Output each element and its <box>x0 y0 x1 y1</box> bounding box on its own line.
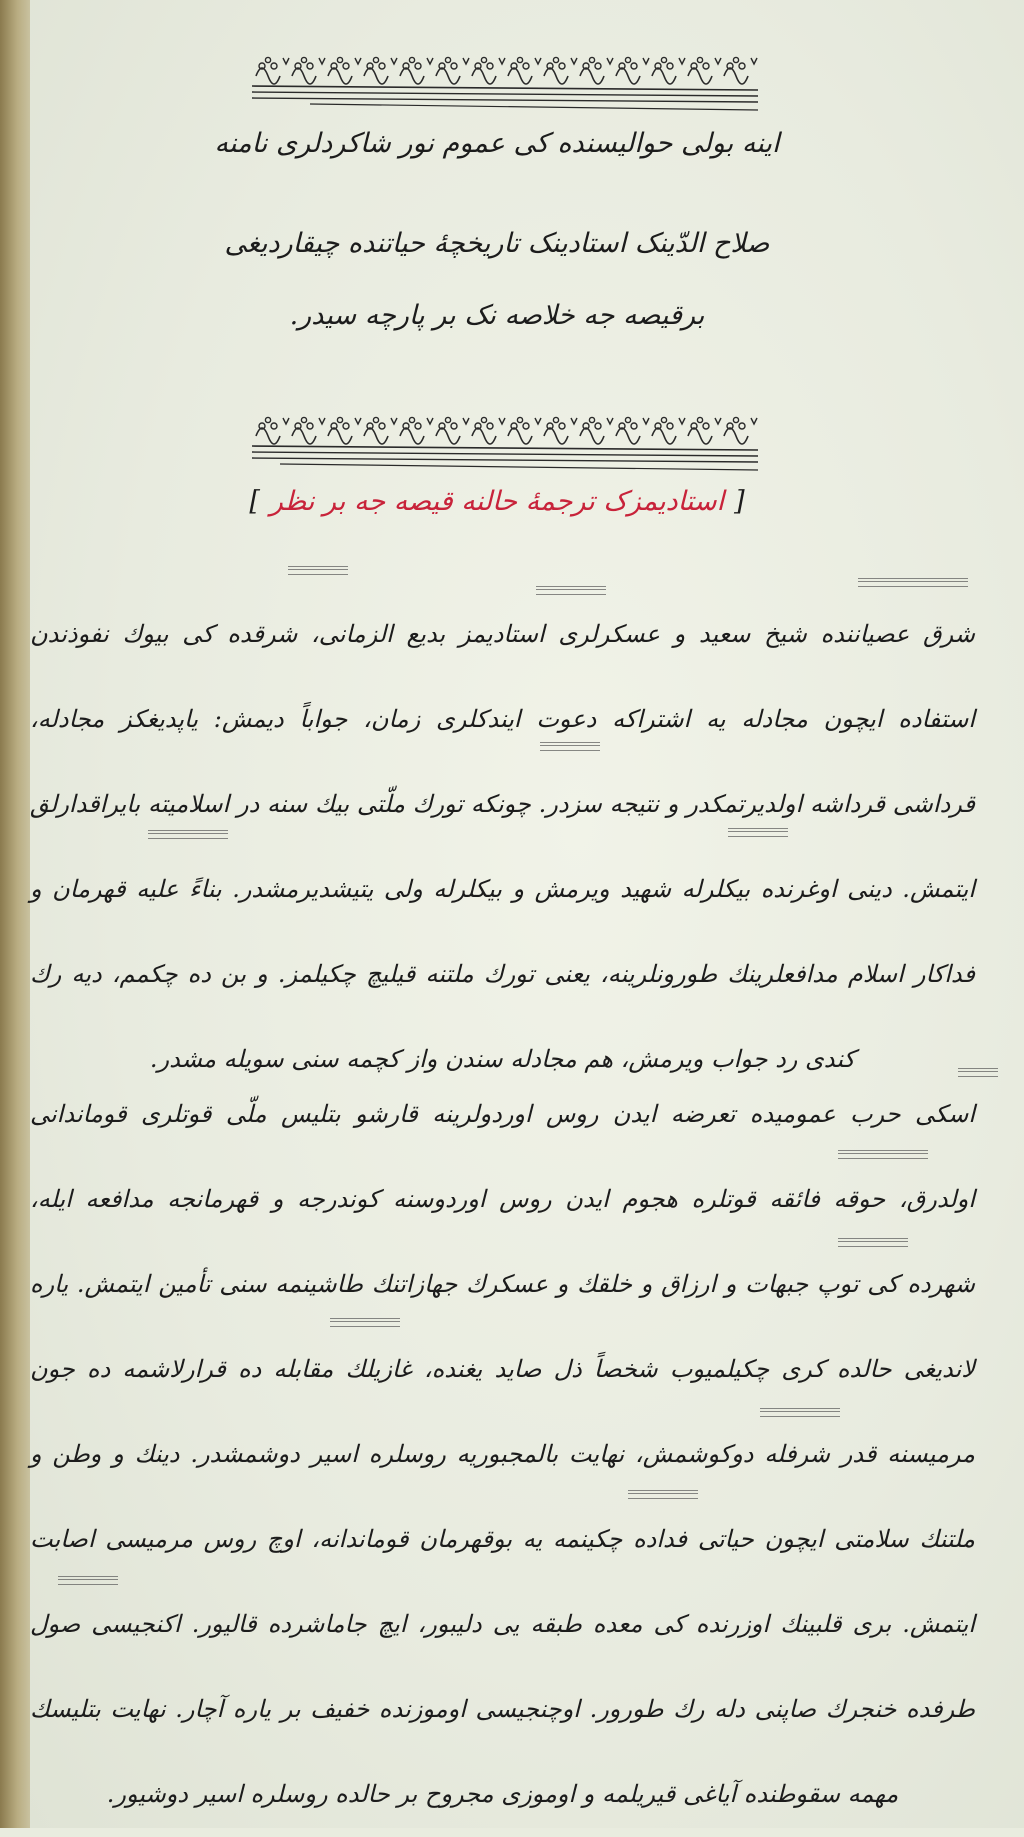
section-title <box>0 486 994 517</box>
heading-line-1: اینه بولی حوالیسنده کی عموم نور شاکردلری نامنه <box>214 128 780 159</box>
ornamental-border-top <box>250 40 760 124</box>
ornament-pattern <box>250 400 760 484</box>
section-title-text: استادیمزک ترجمهٔ حالنه قیصه جه بر نظر <box>269 486 725 517</box>
paragraph-1: شرق عصیاننده شیخ سعید و عسکرلری استادیمز بدیع الزمانی، شرقده کی بیوك نفوذندن استفاده ایچون مجادله یه اشتراکه دعوت ایندکلری زمان، جواباً دیمش: یاپدیغکز مجادله، قرداشی قرداشه اولدیرتمکدر و نتیجه سزدر. چونکه تورك ملّتی بیك سنه در اسلامیته بایراقدارلق ایتمش. دینی اوغرنده بیکلرله شهید ویرمش و بیکلرله ولی یتیشدیرمشدر. بناءً علیه قهرمان و فداکار اسلام مدافعلرینك طورونلرینه، یعنی تورك ملتنه قیلیچ چکیلمز. و بن ده چکمم، دیه رك کندی رد جواب ویرمش، هم مجادله سندن واز کچمه سنی سویله مشدر. <box>30 620 975 1073</box>
overline-mark <box>858 578 968 587</box>
ornamental-border-middle <box>250 400 760 484</box>
ornament-pattern <box>250 40 760 124</box>
heading-line-3: برقیصه جه خلاصه نک بر پارچه سیدر. <box>289 300 705 331</box>
paragraph-2: اسکی حرب عمومیده تعرضه ایدن روس اوردولرینه قارشو بتلیس ملّی قوتلری قوماندانی اولدرق، حوقه فائقه قوتلره هجوم ایدن روس اوردوسنه کوندرجه و قهرمانجه مدافعه ایله، شهرده کی توپ جبهات و ارزاق و خلقك و عسکرك جهازاتنك طاشینمه سنی تأمین ایتمش. یاره لاندیغی حالده کری چکیلمیوب شخصاً ذل صاید یغنده، غازیلك مقابله ده قرارلاشمه ده جون مرمیسنه قدر شرفله دوکوشمش، نهایت بالمجبوریه روسلره اسیر دوشمشدر. دینك و وطن و ملتنك سلامتی ایچون حیاتی فداده چکینمه یه بوقهرمان قوماندانه، اوچ روس مرمیسی اصابت ایتمش. بری قلبینك اوزرنده کی معده طبقه یی دلیبور، ایچ جاماشرده قالیور. اکنجیسی صول طرفده خنجرك صاپنی دله رك طورور. اوچنجیسی اوموزنده خفیف بر یاره آچار. نهایت بتلیسك مهمه سقوطنده آیاغی قیریلمه و اوموزی مجروح بر حالده روسلره اسیر دوشیور. <box>30 1100 975 1808</box>
bracket-right: [ <box>734 486 745 517</box>
bracket-left: ] <box>249 486 260 517</box>
overline-mark <box>288 566 348 575</box>
heading-line-2: صلاح الدّینک استادینک تاریخچهٔ حیاتنده چیقاردیغی <box>224 228 770 259</box>
